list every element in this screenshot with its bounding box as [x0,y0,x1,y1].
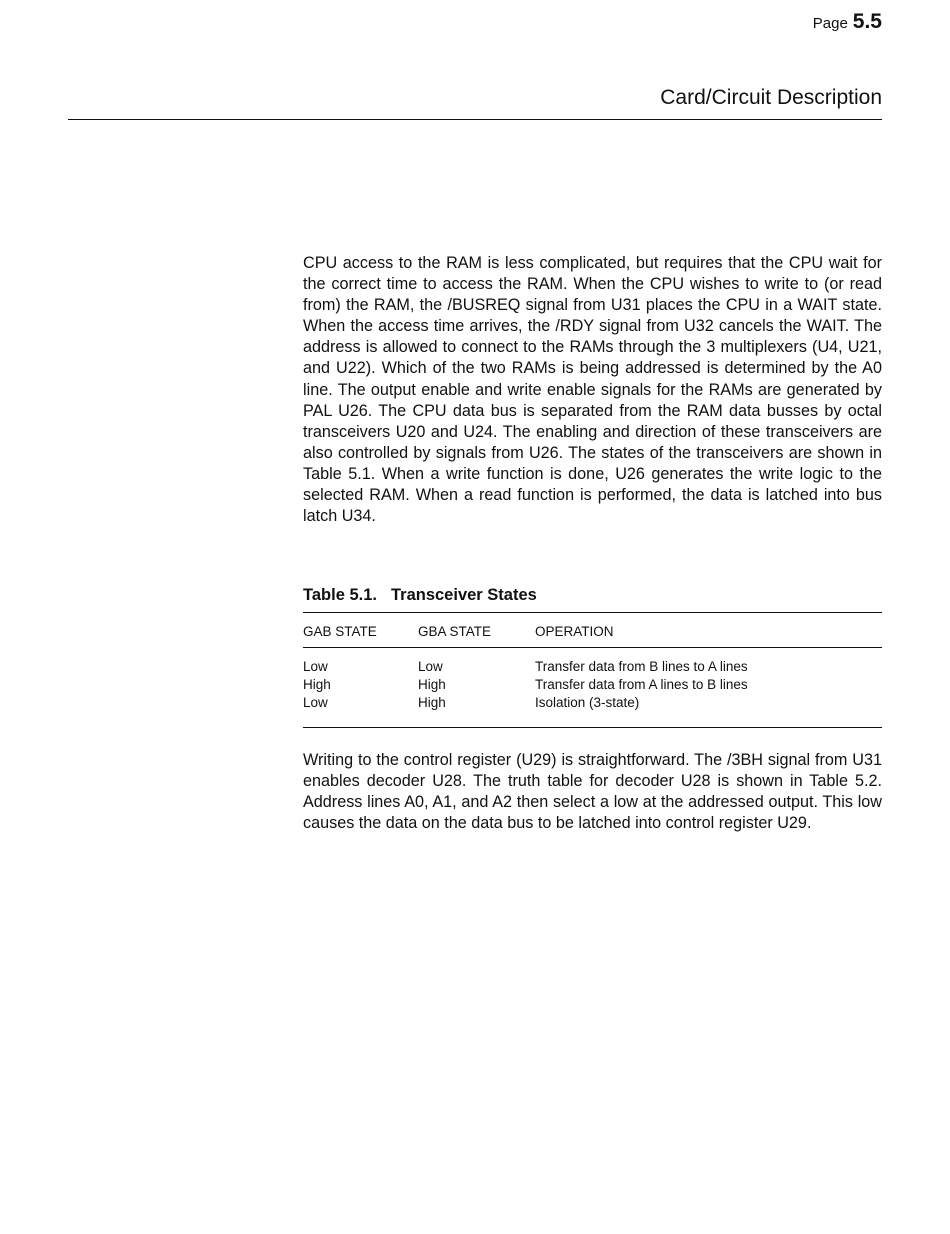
table-header-rule [303,647,882,648]
paragraph-control-register: Writing to the control register (U29) is straightforward. The /3BH signal from U31 enables decoder U28. The truth table for decoder U28 is shown in Table 5.2. Address lines A0, A1, and A2 then select a low at the addressed output. This low causes the data on the data bus to be latched into control register U29. [303,751,882,833]
table-row [303,695,882,713]
table-caption [303,586,537,605]
table-title: Transceiver States [390,586,537,604]
table-row [303,659,882,677]
table-bottom-rule [303,727,882,728]
table-header [303,624,882,642]
table-number: Table 5.1. [303,586,377,604]
column-header-gab-state: GAB STATE [303,624,377,639]
table-header-row [303,624,882,642]
paragraph-ram-access: CPU access to the RAM is less complicated, but requires that the CPU wait for the correct time to access the RAM. When the CPU wishes to write to (or read from) the RAM, the /BUSREQ signal from U31 places the CPU in a WAIT state. When the access time arrives, the /RDY signal from U32 cancels the WAIT. The address is allowed to connect to the RAMs through the 3 multiplexers (U4, U21, and U22). Which of the two RAMs is being addressed is determined by the A0 line. The output enable and write enable signals for the RAMs are generated by PAL U26. The CPU data bus is separated from the RAM data busses by octal transceivers U20 and U24. The enabling and direction of these transceivers are also controlled by signals from U26. The states of the transceivers are shown in Table 5.1. When a write function is done, U26 generates the write logic to the selected RAM. When a read function is performed, the data is latched into bus latch U34. [303,254,882,526]
section-title: Card/Circuit Description [660,86,882,109]
column-header-gba-state: GBA STATE [418,624,492,639]
table-row [303,677,882,695]
table-cell-gab: Low [303,695,328,710]
table-cell-operation: Transfer data from B lines to A lines [535,659,748,674]
table-cell-gba: Low [418,659,443,674]
table-cell-operation: Transfer data from A lines to B lines [535,677,748,692]
table-cell-gba: High [418,677,446,692]
table-cell-gba: High [418,695,446,710]
table-top-rule [303,612,882,613]
page-label: Page [812,15,848,32]
header-divider [68,119,882,120]
table-cell-gab: Low [303,659,328,674]
table-cell-gab: High [303,677,331,692]
page-number [813,10,882,34]
page-number-value: 5.5 [852,10,882,33]
transceiver-states-table [303,659,882,713]
column-header-operation: OPERATION [535,624,614,639]
table-cell-operation: Isolation (3-state) [535,695,640,710]
